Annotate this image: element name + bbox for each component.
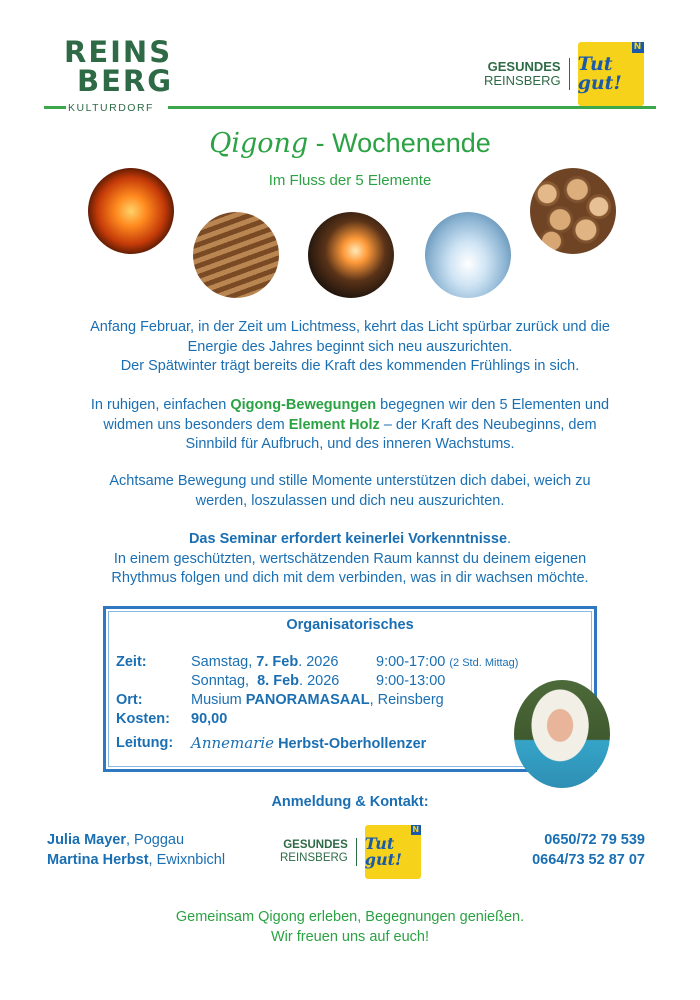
contact-phones [532,830,645,870]
zeit-label-text: Zeit: [116,654,147,670]
intro-line-1: Anfang Februar, in der Zeit um Lichtmess, kehrt das Licht spürbar zurück und die [90,319,610,335]
day1-time: 9:00-17:00 [376,654,446,670]
day2-date: 8. Feb [257,673,300,689]
qigong-highlight: Qigong-Bewegungen [230,397,377,413]
ort-label [116,692,143,708]
earth-element-image [193,212,279,298]
contact-person-1 [47,830,225,850]
closing-text [0,907,700,947]
header-rule-right [168,106,656,109]
title-rest: - Wochenende [308,128,491,158]
closing-line-2: Wir freuen uns auf euch! [271,929,429,945]
zeit-label [116,654,147,670]
gesundes-reinsberg-logo-small [280,825,421,879]
qigong-paragraph [30,396,670,455]
badge-corner-n-small: N [412,825,420,834]
page-subtitle: Im Fluss der 5 Elemente [268,172,432,189]
leitung-value [191,734,426,752]
ort-prefix: Musium [191,692,246,708]
person2-name: Martina Herbst [47,852,149,868]
gesundes-text-small: GESUNDES [283,839,348,852]
ort-venue: PANORAMASAAL [245,692,370,708]
seminar-line-3: Rhythmus folgen und dich mit dem verbinden, was in dir wachsen möchte. [111,570,589,586]
tut-gut-badge-small [365,825,421,879]
tut-gut-text: Tut gut! [577,53,622,94]
person1-name: Julia Mayer [47,832,126,848]
contact-person-2 [47,850,225,870]
tut-gut-text-small: Tut gut! [364,834,402,869]
logo-subtitle: KULTURDORF [68,102,154,114]
day1-year: . 2026 [298,654,339,670]
day1-time-row [376,654,518,670]
logo-line-1: REINS [64,35,173,69]
logo-separator-small [356,838,357,866]
reinsberg-text: REINSBERG [484,73,561,88]
day2-time-row [376,673,445,689]
metal-element-image [308,212,394,298]
ort-suffix: , Reinsberg [369,692,444,708]
qigong-text-c: begegnen wir den 5 Elementen und [376,397,610,413]
kosten-label [116,711,170,727]
day1-row [191,654,339,670]
badge-corner-n: N [632,42,644,53]
leitung-label-text: Leitung: [116,735,174,751]
day1-weekday: Samstag, [191,654,257,670]
kosten-amount: 90,00 [191,711,228,727]
title-qigong: Qigong [209,128,309,159]
wood-element-image [530,168,616,254]
closing-line-1: Gemeinsam Qigong erleben, Begegnungen genießen. [175,909,525,925]
header-rule-left [44,106,66,109]
qigong-text-d: widmen uns besonders dem [103,416,289,433]
mindful-paragraph [30,472,670,511]
water-element-image [425,212,511,298]
org-title: Organisatorisches [286,617,414,633]
seminar-line-2: In einem geschützten, wertschätzenden Raum kannst du deinem eigenen [113,550,587,567]
gesundes-reinsberg-logo [484,42,644,106]
phone-1[interactable]: 0650/72 79 539 [544,832,645,848]
day2-row [191,673,339,689]
reinsberg-text-small: REINSBERG [280,852,348,864]
note-period: . [507,531,512,547]
intro-line-2: Energie des Jahres beginnt sich neu auszurichten. [187,338,513,355]
logo-separator [569,58,570,90]
kosten-value [191,711,227,727]
qigong-text-g: Sinnbild für Aufbruch, und des inneren Wachstums. [185,436,515,452]
contact-names [47,830,225,870]
person2-place: , Ewixnbichl [148,852,226,868]
phone-2[interactable]: 0664/73 52 87 07 [532,852,645,868]
leitung-label [116,735,173,751]
mindful-line-1: Achtsame Bewegung und stille Momente unterstützen dich dabei, weich zu [109,473,591,489]
intro-line-3: Der Spätwinter trägt bereits die Kraft des kommenden Frühlings in sich. [120,358,580,374]
seminar-paragraph [30,530,670,589]
tut-gut-badge [578,42,644,106]
day1-date: 7. Feb [256,654,299,670]
day2-year: . 2026 [299,673,340,689]
qigong-text-f: – der Kraft des Neubeginns, dem [379,416,597,433]
intro-paragraph [30,318,670,377]
instructor-photo [514,680,610,788]
qigong-text-a: In ruhigen, einfachen [90,397,231,413]
logo-line-2: BERG [77,64,174,98]
mindful-line-2: werden, loszulassen und dich neu auszurichten. [195,492,505,509]
page-title [0,128,700,159]
leitung-surname: Herbst-Oberhollenzer [278,736,427,752]
day1-note: (2 Std. Mittag) [449,657,519,669]
gesundes-text: GESUNDES [487,58,561,74]
reinsberg-logo [44,35,174,114]
kosten-label-text: Kosten: [116,711,170,727]
fire-element-image [88,168,174,254]
ort-value [191,692,444,708]
leitung-signature: Annemarie [191,734,275,752]
contact-title: Anmeldung & Kontakt: [271,794,429,810]
no-prerequisites-note: Das Seminar erfordert keinerlei Vorkenntnisse [188,531,508,547]
ort-label-text: Ort: [116,692,143,708]
day2-weekday: Sonntag, [191,673,258,689]
day2-time: 9:00-13:00 [376,673,446,689]
person1-place: , Poggau [126,832,185,848]
element-holz-highlight: Element Holz [288,416,380,433]
